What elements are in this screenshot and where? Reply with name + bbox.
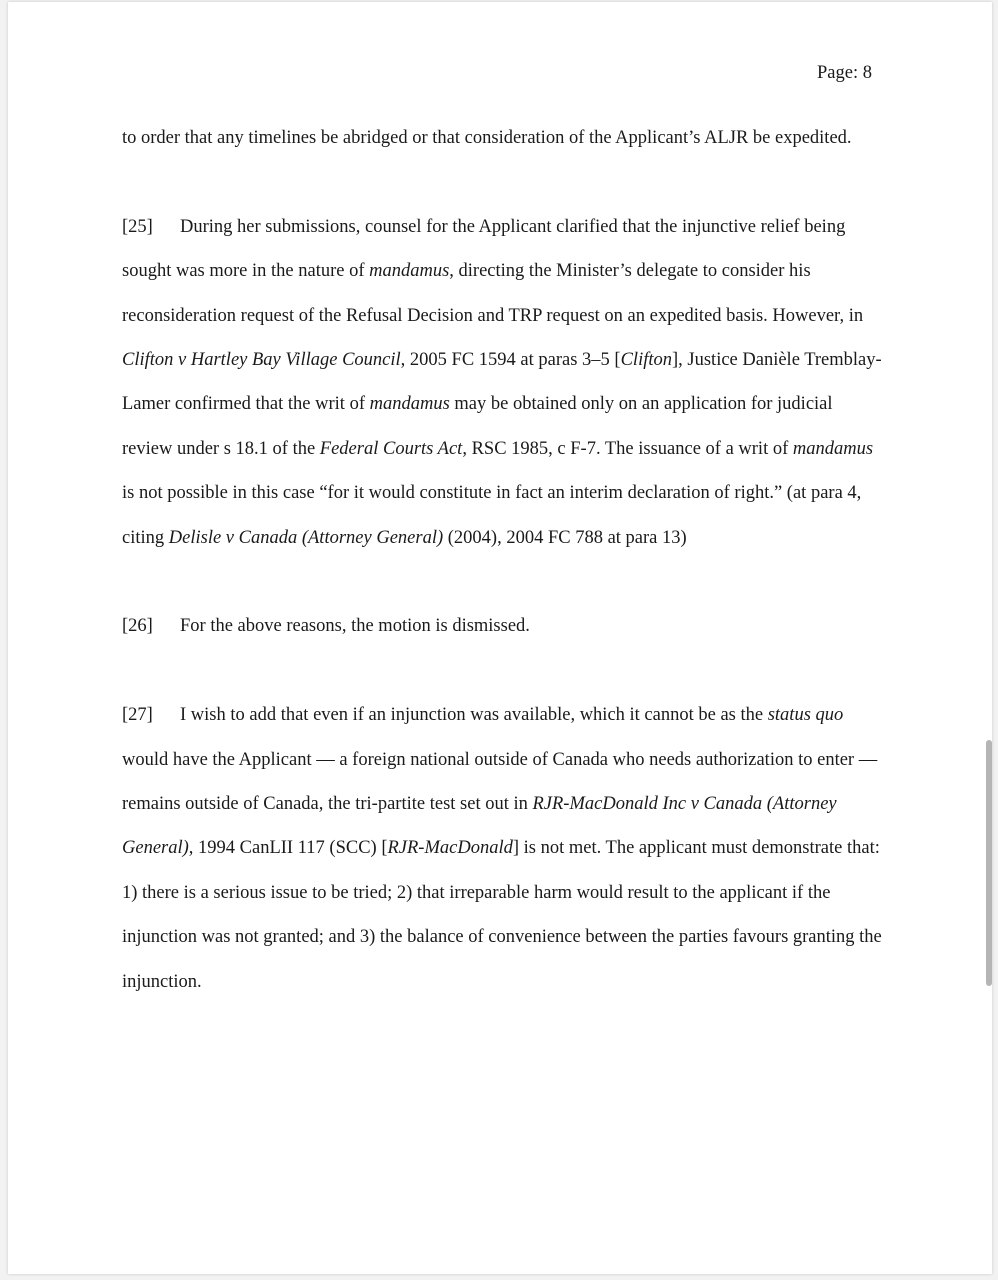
paragraph-text: may be obtained only on an application for judicial review under s 18.1 of the [122,394,833,459]
paragraph-26 [122,604,882,648]
document-body [122,116,882,1048]
italic-citation-text: Clifton v Hartley Bay Village Council [122,350,401,371]
paragraph-27 [122,693,882,1004]
paragraph-text: (2004), 2004 FC 788 at para 13) [443,527,687,548]
italic-citation-text: Clifton [620,350,672,371]
paragraph-text: During her submissions, counsel for the Applicant clarified that the injunctive relief being sought was more in the nature of [122,216,846,282]
paragraph-text: , 1994 CanLII 117 (SCC) [ [188,838,388,859]
italic-citation-text: RJR-MacDonald Inc v Canada (Attorney General) [122,794,837,859]
paragraph-text: would have the Applicant — a foreign national outside of Canada who needs authorization to enter — remains outside of Canada, the tri-partite test set out in [122,749,878,815]
paragraph-text: , directing the Minister’s delegate to consider his reconsideration request of the Refusal Decision and TRP request on an expedited basis. However, in [122,261,864,326]
paragraph-text: , 2005 FC 1594 at paras 3–5 [ [400,350,621,371]
paragraph-text: ] is not met. The applicant must demonstrate that: 1) there is a serious issue to be tried; 2) that irreparable harm would result to the applicant if the injunction was not granted; and 3) the balance of convenience between the parties favours granting the injunction. [122,838,882,992]
page-number: Page: 8 [817,63,872,83]
italic-citation-text: mandamus [369,261,450,282]
paragraph-continuation [122,116,882,160]
paragraph-text: is not possible in this case “for it would constitute in fact an interim declaration of right.” (at para 4, citing [122,483,862,548]
paragraph-text: , RSC 1985, c F-7. The issuance of a writ of [462,438,793,459]
paragraph-number: [27] [122,705,153,726]
paragraph-text: ], Justice Danièle Tremblay-Lamer confirmed that the writ of [122,350,882,415]
vertical-scrollbar-thumb[interactable] [986,740,992,986]
italic-citation-text: mandamus [369,394,450,415]
paragraph-text: For the above reasons, the motion is dismissed. [180,616,530,637]
paragraph-25 [122,205,882,560]
document-page [8,2,992,1274]
italic-citation-text: mandamus [792,438,874,459]
paragraph-number: [26] [122,616,153,637]
italic-citation-text: Federal Courts Act [319,438,463,459]
italic-citation-text: status quo [767,705,844,726]
paragraph-number: [25] [122,216,153,237]
italic-citation-text: RJR-MacDonald [387,838,513,859]
paragraph-text: I wish to add that even if an injunction was available, which it cannot be as the [180,705,768,726]
italic-citation-text: Delisle v Canada (Attorney General) [168,527,444,548]
paragraph-text: to order that any timelines be abridged or that consideration of the Applicant’s ALJR be expedited. [122,128,852,148]
